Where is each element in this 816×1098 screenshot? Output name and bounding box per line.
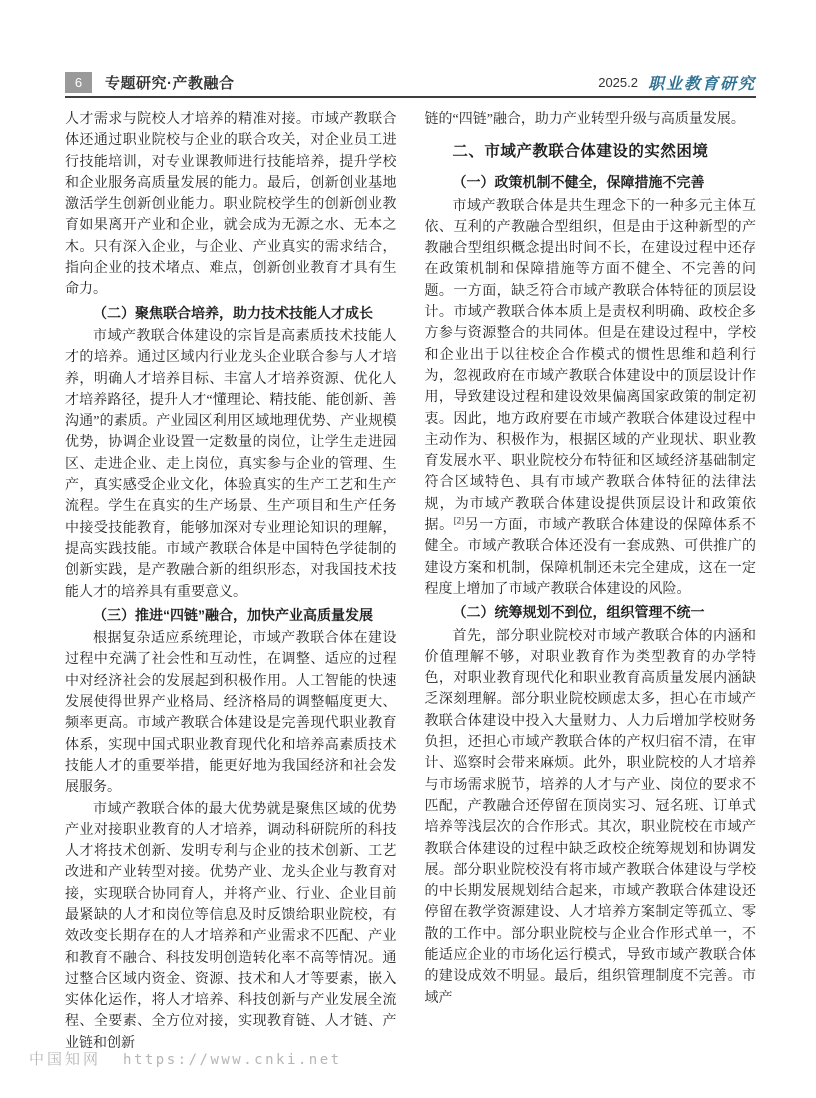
- cnki-watermark: 中国知网: [29, 1052, 102, 1068]
- right-column: [425, 109, 757, 1054]
- left-column: [65, 109, 397, 1054]
- section-title: 专题研究·产教融合: [105, 74, 235, 92]
- page-header: [65, 72, 756, 98]
- article-body: [65, 109, 756, 1054]
- paragraph: 首先，部分职业院校对市域产教联合体的内涵和价值理解不够，对职业教育作为类型教育的办学特色，对职业教育现代化和职业教育高质量发展内涵缺乏深刻理解。部分职业院校顾虑太多，担心在市域产教联合体建设中投入大量财力、人力后增加学校财务负担，还担心市域产教联合体的产权归宿不清，在审计、巡察时会带来麻烦。此外，职业院校的人才培养与市场需求脱节，培养的人才与产业、岗位的要求不匹配，产教融合还停留在顶岗实习、冠名班、订单式培养等浅层次的合作形式。其次，职业院校在市域产教联合体建设的过程中缺乏政校企统筹规划和协调发展。部分职业院校没有将市域产教联合体建设与学校的中长期发展规划结合起来，市域产教联合体建设还停留在教学资源建设、人才培养方案制定等孤立、零散的工作中。部分职业院校与企业合作形式单一，不能适应企业的市场化运行模式，导致市域产教联合体的建设成效不明显。最后，组织管理制度不完善。市域产: [424, 628, 756, 1006]
- paragraph-continuation: 人才需求与院校人才培养的精准对接。市域产教联合体还通过职业院校与企业的联合攻关，对企业员工进行技能培训，对专业课教师进行技能培养，提升学校和企业服务高质量发展的能力。最后，创新创业基地激活学生创新创业能力。职业院校学生的创新创业教育如果离开产业和企业，就会成为无源之水、无本之木。只有深入企业，与企业、产业真实的需求结合，指向企业的技术堵点、难点，创新创业教育才具有生命力。: [65, 112, 397, 298]
- paragraph: 市域产教联合体的最大优势就是聚焦区域的优势产业对接职业教育的人才培养，调动科研院所的科技人才将技术创新、发明专利与企业的技术创新、工艺改进和产业转型对接。优势产业、龙头企业与教育对接，实现联合协同育人，并将产业、行业、企业目前最紧缺的人才和岗位等信息及时反馈给职业院校，有效改变长期存在的人才培养和产业需求不匹配、产业和教育不融合、科技发明创造转化率不高等情况。通过整合区域内资金、资源、技术和人才等要素，嵌入实体化运作，将人才培养、科技创新与产业发展全流程、全要素、全方位对接，实现教育链、人才链、产业链和创新: [65, 801, 397, 1051]
- subsection-heading-1: （一）政策机制不健全，保障措施不完善: [452, 174, 705, 191]
- journal-name: 职业教育研究: [647, 75, 756, 93]
- subsection-heading-3: （三）推进“四链”融合，加快产业高质量发展: [93, 606, 373, 623]
- paragraph: [425, 196, 757, 601]
- citation-marker: [2]: [453, 515, 465, 526]
- watermark-footer: [29, 1048, 342, 1069]
- paragraph-text: 市域产教联合体是共生理念下的一种多元主体互依、互利的产教融合型组织，但是由于这种新型的产教融合型组织概念提出时间不长，在建设过程中还存在政策机制和保障措施等方面不健全、不完善的问题。一方面，缺乏符合市域产教联合体特征的顶层设计。市域产教联合体本质上是责权利明确、政校企多方参与资源整合的共同体。但是在建设过程中，学校和企业出于以往校企合作模式的惯性思维和趋利行为，忽视政府在市域产教联合体建设中的顶层设计作用，导致建设过程和建设效果偏离国家政策的制定初衷。因此，地方政府要在市域产教联合体建设过程中主动作为、积极作为，根据区域的产业现状、职业教育发展水平、职业院校分布特征和区域经济基础制定符合区域特色、具有市域产教联合体特征的法律法规，为市域产教联合体建设提供顶层设计和政策依据。: [424, 198, 756, 534]
- section-heading-2: 二、市域产教联合体建设的实然困境: [452, 143, 709, 161]
- paragraph: 根据复杂适应系统理论，市域产教联合体在建设过程中充满了社会性和互动性，在调整、适应的过程中对经济社会的发展起到积极作用。人工智能的快速发展使得世界产业格局、经济格局的调整幅度更大、频率更高。市域产教联合体建设是完善现代职业教育体系，实现中国式职业教育现代化和培养高素质技术技能人才的重要举措，能更好地为我国经济和社会发展服务。: [65, 631, 397, 796]
- issue-number: 2025.2: [598, 74, 638, 90]
- cnki-url: https://www.cnki.net: [123, 1052, 342, 1068]
- subsection-heading-2: （二）聚焦联合培养，助力技术技能人才成长: [93, 304, 373, 321]
- paragraph-continuation: 链的“四链”融合，助力产业转型升级与高质量发展。: [424, 112, 745, 127]
- page-number-badge: 6: [65, 72, 92, 93]
- subsection-heading-2: （二）统筹规划不到位，组织管理不统一: [452, 604, 705, 621]
- paragraph-text: 另一方面，市域产教联合体建设的保障体系不健全。市域产教联合体还没有一套成熟、可供推广的建设方案和机制，保障机制还未完全建成，这在一定程度上增加了市域产教联合体建设的风险。: [424, 518, 757, 597]
- paragraph: 市域产教联合体建设的宗旨是高素质技术技能人才的培养。通过区域内行业龙头企业联合参与人才培养，明确人才培养目标、丰富人才培养资源、优化人才培养路径，提升人才“懂理论、精技能、能创新、善沟通”的素质。产业园区利用区域地理优势、产业规模优势，协调企业设置一定数量的岗位，让学生走进园区、走进企业、走上岗位，真实参与企业的管理、生产，真实感受企业文化，体验真实的生产工艺和生产流程。学生在真实的生产场景、生产项目和生产任务中接受技能教育，能够加深对专业理论知识的理解，提高实践技能。市域产教联合体是中国特色学徒制的创新实践，是产教融合新的组织形态，对我国技术技能人才的培养具有重要意义。: [65, 328, 397, 600]
